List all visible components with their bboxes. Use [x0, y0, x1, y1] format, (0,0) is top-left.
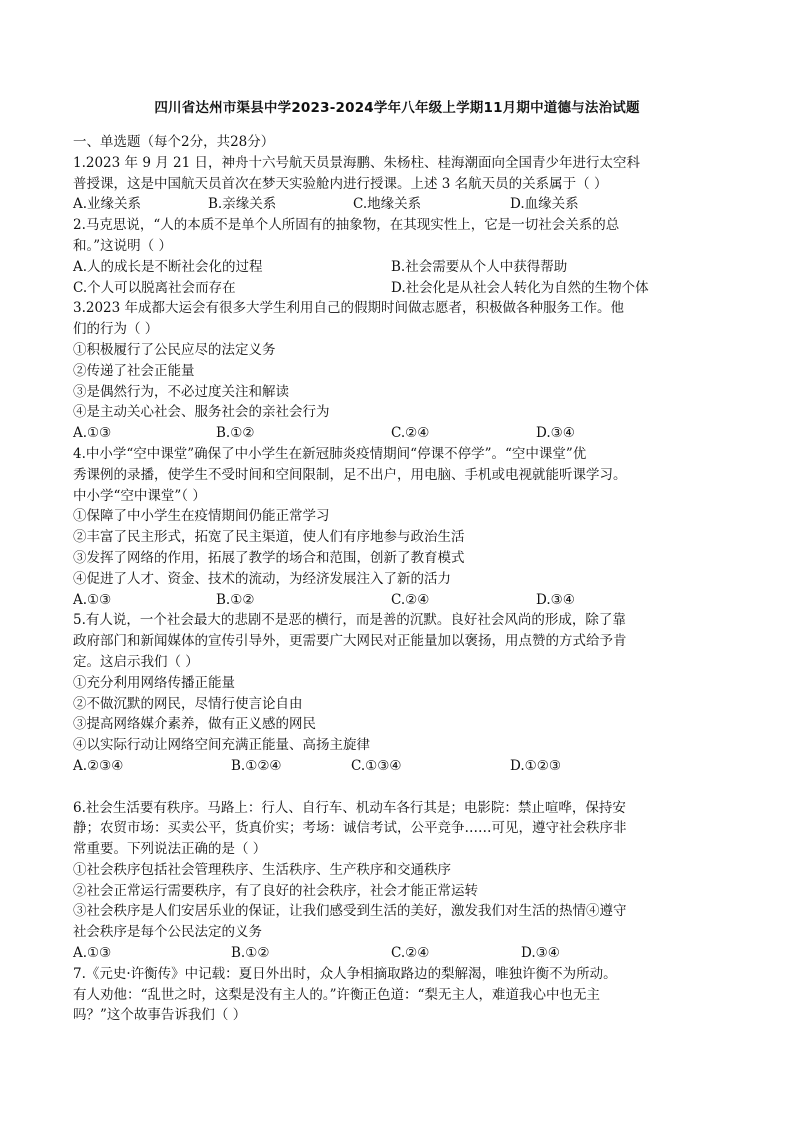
option-b: B.①②④	[231, 757, 282, 774]
exam-content	[73, 132, 733, 1026]
statement: ②传递了社会正能量	[73, 362, 195, 379]
option-c: C.①③④	[351, 757, 402, 774]
statement: ④促进了人才、资金、技术的流动，为经济发展注入了新的活力	[73, 570, 451, 587]
option-d: D.血缘关系	[510, 196, 579, 213]
option-d: D.③④	[536, 591, 575, 608]
question-stem-line: 常重要。下列说法正确的是（ ）	[73, 841, 267, 858]
question-stem-line: 定。这启示我们（ ）	[73, 653, 199, 670]
question-stem-line: 政府部门和新闻媒体的宣传引导外，更需要广大网民对正能量加以褒扬，用点赞的方式给予肯	[73, 633, 627, 650]
statement: ②社会正常运行需要秩序，有了良好的社会秩序，社会才能正常运转	[73, 882, 478, 899]
options-row	[73, 943, 733, 964]
option-a: A.②③④	[73, 757, 124, 774]
statement: ②不做沉默的网民，尽情行使言论自由	[73, 695, 303, 712]
question-5	[73, 610, 733, 776]
option-d: D.①②③	[510, 757, 561, 774]
statement: ②丰富了民主形式，拓宽了民主渠道，使人们有序地参与政治生活	[73, 529, 465, 546]
statement: ①积极履行了公民应尽的法定义务	[73, 341, 276, 358]
option-a: A.①③	[73, 425, 112, 442]
question-stem-line: 有人劝他：“乱世之时，这梨是没有主人的。”许衡正色道：“梨无主人，难道我心中也无主	[73, 986, 600, 1003]
question-3	[73, 298, 733, 444]
question-stem-line: 4.中小学“空中课堂”确保了中小学生在新冠肺炎疫情期间“停课不停学”。“空中课堂”优	[73, 445, 587, 462]
question-2	[73, 215, 733, 298]
question-stem-line: 2.马克思说，“人的本质不是单个人所固有的抽象物，在其现实性上，它是一切社会关系的总	[73, 217, 620, 234]
options-row	[73, 257, 733, 278]
question-stem-line: 1.2023 年 9 月 21 日，神舟十六号航天员景海鹏、朱杨柱、桂海潮面向全国青少年进行太空科	[73, 154, 640, 171]
question-stem-line: 和。”这说明（ ）	[73, 237, 172, 254]
question-stem-line: 们的行为（ ）	[73, 321, 159, 338]
question-stem-line: 中小学“空中课堂”（ ）	[73, 487, 206, 504]
question-stem-line: 静；农贸市场：买卖公平，货真价实；考场：诚信考试，公平竞争……可见，遵守社会秩序非	[73, 820, 627, 837]
question-stem-line: 普授课，这是中国航天员首次在梦天实验舱内进行授课。上述 3 名航天员的关系属于（ ）	[73, 175, 608, 192]
statement: ③发挥了网络的作用，拓展了教学的场合和范围，创新了教育模式	[73, 549, 465, 566]
option-b: B.亲缘关系	[208, 196, 277, 213]
question-stem-line: 7.《元史·许衡传》中记载：夏日外出时，众人争相摘取路边的梨解渴，唯独许衡不为所动。	[73, 965, 617, 982]
question-stem-line: 5.有人说，一个社会最大的悲剧不是恶的横行，而是善的沉默。良好社会风尚的形成，除了靠	[73, 612, 626, 629]
options-row	[73, 194, 733, 215]
question-6	[73, 798, 733, 964]
options-row	[73, 278, 733, 299]
option-a: A.①③	[73, 591, 112, 608]
option-a: A.人的成长是不断社会化的过程	[73, 258, 263, 275]
question-7	[73, 964, 733, 1026]
question-stem-line: 6.社会生活要有秩序。马路上：行人、自行车、机动车各行其是；电影院：禁止喧哗，保持安	[73, 799, 626, 816]
options-row	[73, 423, 733, 444]
statement: 社会秩序是每个公民法定的义务	[73, 924, 262, 941]
option-c: C.个人可以脱离社会而存在	[73, 279, 236, 296]
question-1	[73, 153, 733, 215]
option-c: C.②④	[391, 591, 430, 608]
statement: ①充分利用网络传播正能量	[73, 674, 235, 691]
option-b: B.社会需要从个人中获得帮助	[391, 258, 568, 275]
statement: ③提高网络媒介素养，做有正义感的网民	[73, 716, 316, 733]
option-c: C.②④	[391, 425, 430, 442]
question-stem-line: 3.2023 年成都大运会有很多大学生利用自己的假期时间做志愿者，积极做各种服务工作。他	[73, 300, 625, 317]
option-a: A.①③	[73, 945, 112, 962]
question-stem-line: 吗？”这个故事告诉我们（ ）	[73, 1007, 247, 1024]
option-b: B.①②	[231, 945, 270, 962]
option-d: D.③④	[536, 425, 575, 442]
option-d: D.社会化是从社会人转化为自然的生物个体	[391, 279, 649, 296]
option-c: C.地缘关系	[353, 196, 422, 213]
page-title: 四川省达州市渠县中学2023-2024学年八年级上学期11月期中道德与法治试题	[154, 100, 640, 116]
statement: ③是偶然行为，不必过度关注和解读	[73, 383, 289, 400]
option-a: A.业缘关系	[73, 196, 142, 213]
section-heading: 一、单选题（每个2分，共28分）	[73, 134, 275, 150]
options-row	[73, 756, 733, 777]
question-stem-line: 秀课例的录播，使学生不受时间和空间限制，足不出户，用电脑、手机或电视就能听课学习。	[73, 466, 627, 483]
spacer	[73, 777, 733, 798]
options-row	[73, 590, 733, 611]
statement: ④以实际行动让网络空间充满正能量、高扬主旋律	[73, 737, 370, 754]
statement: ③社会秩序是人们安居乐业的保证，让我们感受到生活的美好，激发我们对生活的热情④遵守	[73, 903, 627, 920]
statement: ④是主动关心社会、服务社会的亲社会行为	[73, 404, 330, 421]
option-d: D.③④	[521, 945, 560, 962]
option-c: C.②④	[391, 945, 430, 962]
statement: ①社会秩序包括社会管理秩序、生活秩序、生产秩序和交通秩序	[73, 861, 451, 878]
option-b: B.①②	[216, 591, 255, 608]
question-4	[73, 444, 733, 610]
option-b: B.①②	[216, 425, 255, 442]
statement: ①保障了中小学生在疫情期间仍能正常学习	[73, 508, 330, 525]
